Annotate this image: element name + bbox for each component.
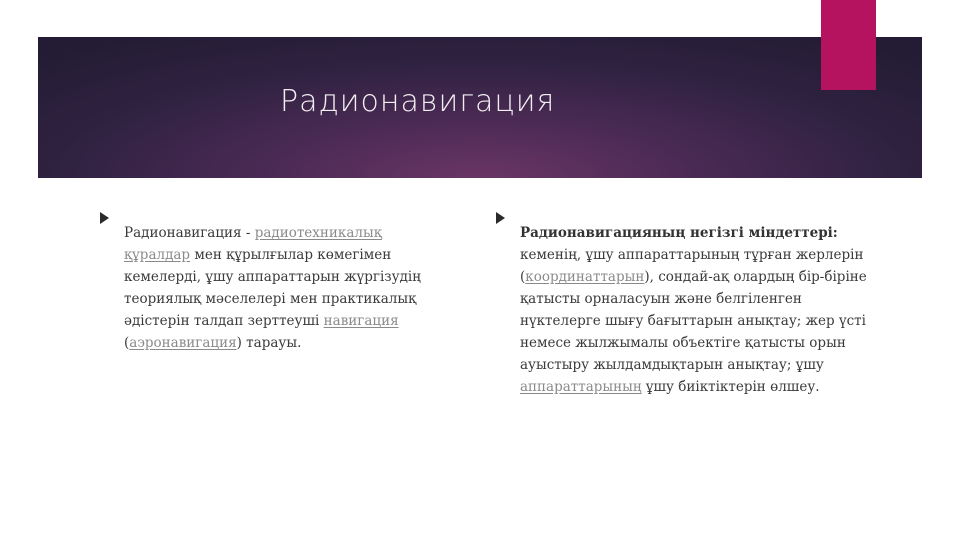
text-run: мен құрылғылар көмегімен кемелерді, ұшу аппараттарын жүргізудің теориялық мәселелері мен практикалық әдістерін талдап зерттеуші <box>124 246 421 329</box>
slide-title: Радионавигация <box>280 84 556 119</box>
text-run: ( <box>124 334 130 351</box>
bold-lead: Радионавигацияның негізгі міндеттері: <box>520 224 838 241</box>
right-bullet <box>496 208 871 411</box>
text-run: Радионавигация - <box>124 224 255 241</box>
left-paragraph <box>124 222 450 354</box>
left-bullet <box>100 208 450 367</box>
link-navigation[interactable]: навигация <box>323 312 399 329</box>
text-run: кеменің, ұшу аппараттарының тұрған жерлерін ( <box>520 246 864 285</box>
accent-block <box>821 0 876 90</box>
bullet-arrow-icon <box>496 212 505 224</box>
link-aeronavigation[interactable]: аэронавигация <box>129 334 237 351</box>
text-run: ) тарауы. <box>236 334 302 351</box>
link-coordinates[interactable]: координаттарын <box>525 268 645 285</box>
text-run: ұшу биіктіктерін өлшеу. <box>641 378 820 395</box>
link-radio-engineering-tools[interactable]: радиотехникалық құралдар <box>124 224 382 263</box>
bullet-arrow-icon <box>100 212 109 224</box>
right-paragraph <box>520 222 871 398</box>
text-run: ), сондай-ақ олардың бір-біріне қатысты орналасуын және белгіленген нүктелерге шығу бағыттарын анықтау; жер үсті немесе жылжымалы объектіге қатысты орын ауыстыру жылдамдықтарын анықтау; ұшу <box>520 268 867 373</box>
link-aircraft[interactable]: аппараттарының <box>520 378 642 395</box>
